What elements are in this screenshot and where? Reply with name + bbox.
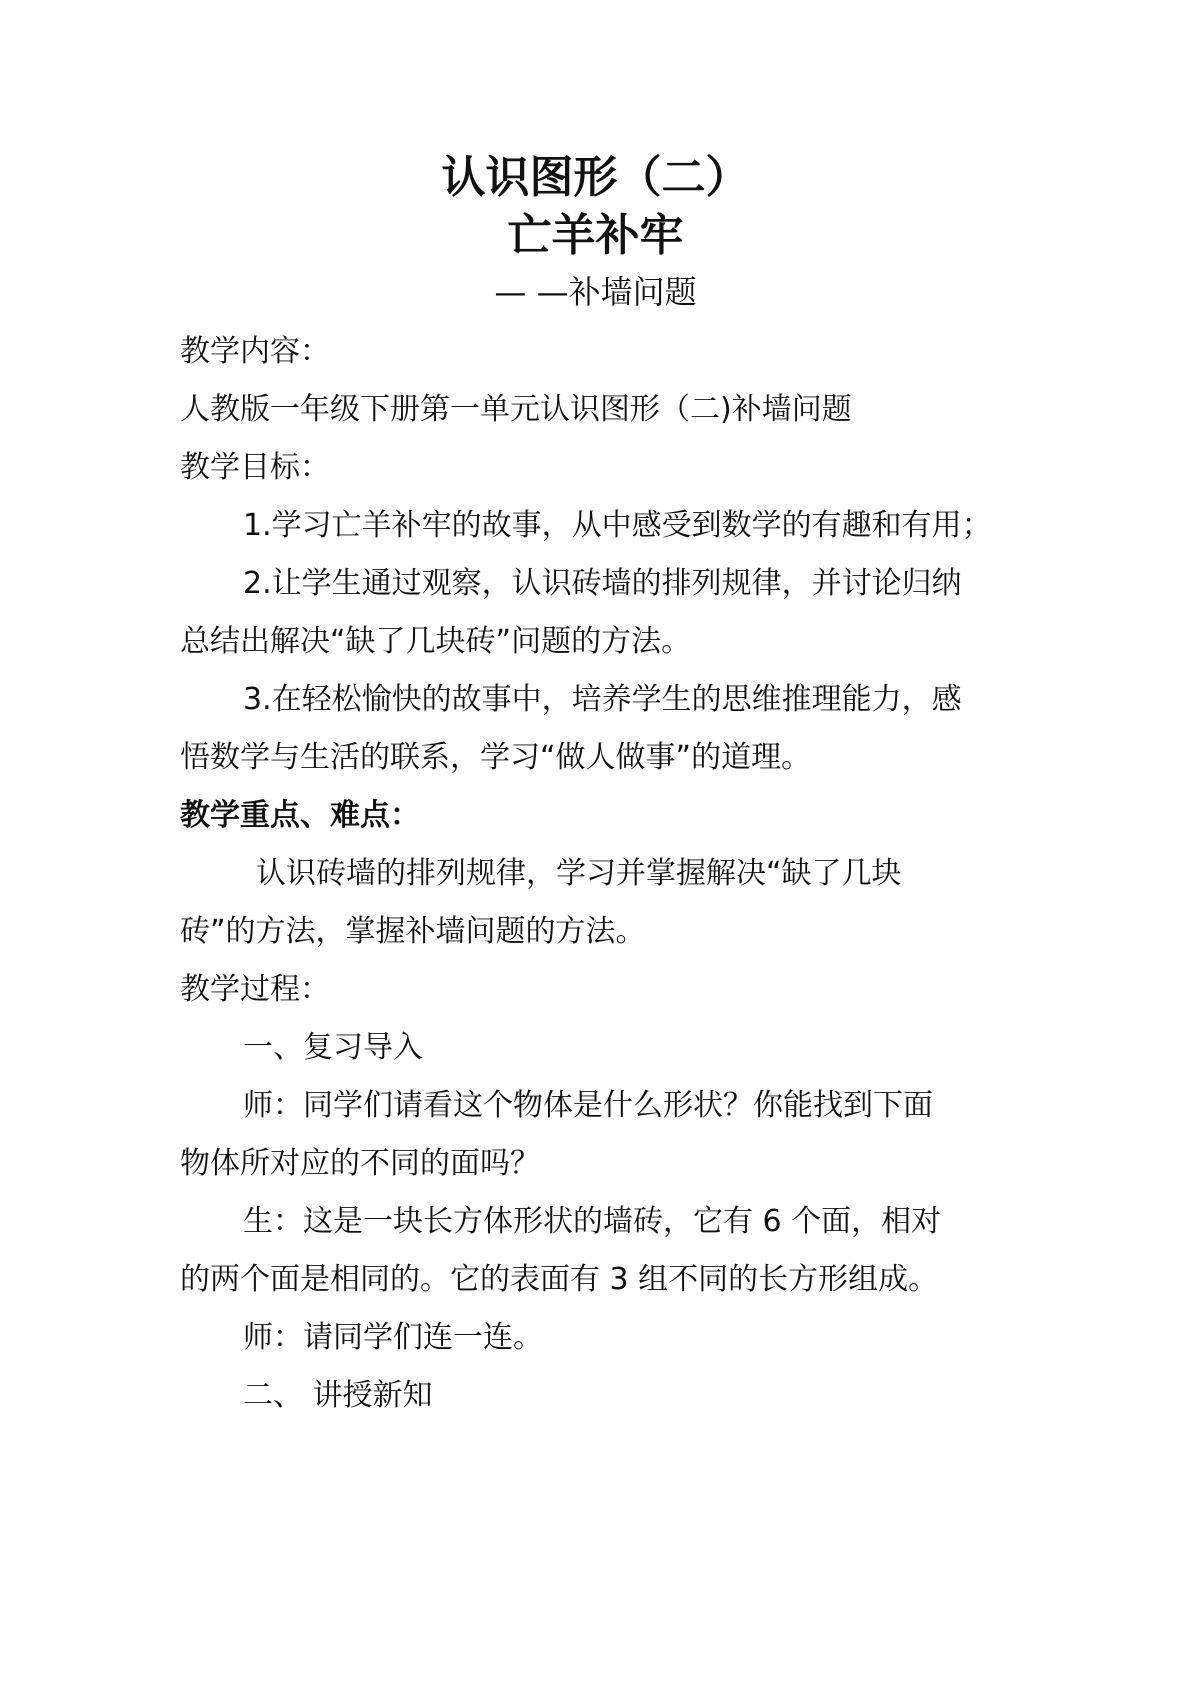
dialogue-student-1: 生：这是一块长方体形状的墙砖，它有 6 个面，相对	[243, 1204, 942, 1239]
document-title-2: 亡羊补牢	[507, 210, 684, 261]
paragraph: 人教版一年级下册第一单元认识图形（二)补墙问题	[180, 392, 852, 427]
step-heading-1: 一、复习导入	[243, 1030, 423, 1065]
dialogue-teacher-1-cont: 物体所对应的不同的面吗？	[180, 1146, 540, 1181]
dialogue-teacher-1: 师：同学们请看这个物体是什么形状？你能找到下面	[243, 1088, 933, 1123]
dialogue-student-1-cont: 的两个面是相同的。它的表面有 3 组不同的长方形组成。	[180, 1262, 939, 1297]
document-subtitle: — —补墙问题	[494, 273, 697, 311]
dialogue-teacher-2: 师：请同学们连一连。	[243, 1320, 543, 1355]
objective-3: 3.在轻松愉快的故事中，培养学生的思维推理能力，感	[243, 682, 962, 717]
objective-1: 1.学习亡羊补牢的故事，从中感受到数学的有趣和有用；	[243, 508, 992, 543]
section-heading-content: 教学内容：	[180, 334, 330, 369]
keypoints-text-cont: 砖”的方法，掌握补墙问题的方法。	[180, 914, 646, 949]
objective-2: 2.让学生通过观察，认识砖墙的排列规律，并讨论归纳	[243, 566, 962, 601]
keypoints-text: 认识砖墙的排列规律，学习并掌握解决“缺了几块	[256, 856, 902, 891]
step-heading-2: 二、 讲授新知	[243, 1378, 433, 1413]
section-heading-process: 教学过程：	[180, 972, 330, 1007]
objective-2-cont: 总结出解决“缺了几块砖”问题的方法。	[180, 624, 692, 659]
document-title: 认识图形（二）	[441, 152, 750, 203]
objective-3-cont: 悟数学与生活的联系，学习“做人做事”的道理。	[180, 740, 812, 775]
section-heading-keypoints: 教学重点、难点：	[180, 798, 420, 833]
section-heading-objectives: 教学目标：	[180, 450, 330, 485]
